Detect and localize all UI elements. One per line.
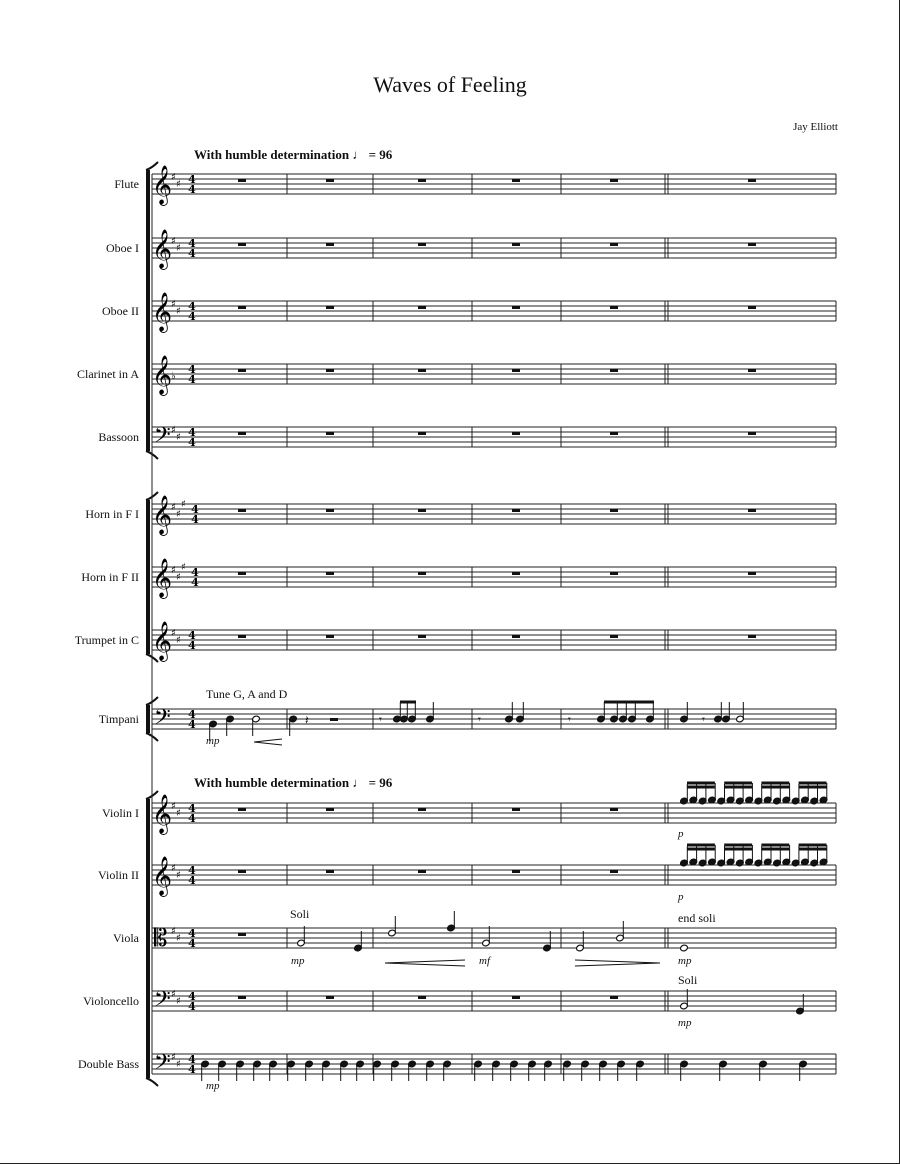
whole-rest xyxy=(238,306,246,309)
label-flute: Flute xyxy=(114,177,139,191)
treble-clef-icon: 𝄞 xyxy=(152,229,173,269)
whole-rest xyxy=(326,306,334,309)
time-signature-denominator: 4 xyxy=(188,247,196,260)
treble-clef-icon: 𝄞 xyxy=(152,558,173,598)
whole-rest xyxy=(418,996,426,999)
eighth-rest-icon: 𝄾 xyxy=(379,714,382,726)
dynamic-mp-viola: mp xyxy=(291,955,305,967)
time-signature-numerator: 4 xyxy=(188,927,196,940)
quarter-rest-icon: 𝄽 xyxy=(305,713,309,727)
whole-rest xyxy=(418,432,426,435)
dynamic-mp-cello: mp xyxy=(678,1017,692,1029)
half-rest xyxy=(330,718,338,721)
sharp-icon: ♯ xyxy=(176,509,181,520)
sharp-icon: ♯ xyxy=(176,572,181,583)
whole-rest xyxy=(238,369,246,372)
whole-rest xyxy=(418,635,426,638)
whole-rest xyxy=(610,870,618,873)
whole-rest xyxy=(748,243,756,246)
sharp-icon: ♯ xyxy=(171,926,176,937)
tempo-text: With humble determination xyxy=(194,147,350,162)
time-signature-denominator: 4 xyxy=(188,812,196,825)
sharp-icon: ♯ xyxy=(181,562,186,573)
whole-rest xyxy=(418,870,426,873)
time-signature-denominator: 4 xyxy=(188,1000,196,1013)
sharp-icon: ♯ xyxy=(171,1052,176,1063)
sharp-icon: ♯ xyxy=(171,801,176,812)
cello-soli-text: Soli xyxy=(678,973,698,987)
sharp-icon: ♯ xyxy=(171,172,176,183)
time-signature-denominator: 4 xyxy=(191,513,199,526)
diminuendo-hairpin xyxy=(575,960,660,966)
whole-rest xyxy=(748,635,756,638)
sharp-icon: ♯ xyxy=(176,1059,181,1070)
whole-rest xyxy=(512,996,520,999)
sharp-icon: ♯ xyxy=(171,299,176,310)
bass-clef-icon: 𝄢 xyxy=(154,987,171,1017)
dynamic-mf-viola: mf xyxy=(479,955,490,967)
whole-rest xyxy=(748,179,756,182)
whole-rest xyxy=(512,870,520,873)
whole-rest xyxy=(238,509,246,512)
whole-rest xyxy=(418,369,426,372)
whole-rest xyxy=(238,572,246,575)
sharp-icon: ♯ xyxy=(176,933,181,944)
whole-rest xyxy=(326,808,334,811)
tempo-text: With humble determination xyxy=(194,775,350,790)
time-signature-denominator: 4 xyxy=(191,576,199,589)
time-signature-numerator: 4 xyxy=(191,566,199,579)
sharp-icon: ♯ xyxy=(171,628,176,639)
whole-rest xyxy=(418,179,426,182)
alto-clef-icon: 𝄡 xyxy=(154,924,168,952)
time-signature-numerator: 4 xyxy=(191,503,199,516)
timpani-tuning-text: Tune G, A and D xyxy=(206,687,288,701)
time-signature-numerator: 4 xyxy=(188,300,196,313)
whole-rest xyxy=(748,306,756,309)
tempo-value: = 96 xyxy=(368,147,393,162)
eighth-rest-icon: 𝄾 xyxy=(478,714,481,726)
viola-end-soli-text: end soli xyxy=(678,911,716,925)
whole-rest xyxy=(418,243,426,246)
treble-clef-icon: 𝄞 xyxy=(152,794,173,834)
whole-rest xyxy=(610,432,618,435)
viola-whole-note xyxy=(680,944,689,952)
whole-rest xyxy=(326,870,334,873)
label-timpani: Timpani xyxy=(98,712,139,726)
time-signature-denominator: 4 xyxy=(188,310,196,323)
dynamic-p-violin-2: p xyxy=(678,891,684,903)
sharp-icon: ♯ xyxy=(176,179,181,190)
whole-rest xyxy=(512,509,520,512)
composer-name: Jay Elliott xyxy=(793,121,838,133)
piece-title: Waves of Feeling xyxy=(373,72,527,97)
crescendo-hairpin xyxy=(385,960,465,966)
whole-rest xyxy=(326,996,334,999)
quarter-note-icon: ♩ xyxy=(352,775,366,790)
group-bracket xyxy=(146,705,150,733)
whole-rest xyxy=(418,808,426,811)
whole-rest xyxy=(610,808,618,811)
sharp-icon: ♯ xyxy=(176,870,181,881)
label-horn-2: Horn in F II xyxy=(81,570,139,584)
sharp-icon: ♯ xyxy=(171,502,176,513)
whole-rest xyxy=(610,306,618,309)
whole-rest xyxy=(512,808,520,811)
treble-clef-icon: 𝄞 xyxy=(152,856,173,896)
time-signature-denominator: 4 xyxy=(188,436,196,449)
time-signature-denominator: 4 xyxy=(188,183,196,196)
whole-rest xyxy=(748,572,756,575)
whole-rest xyxy=(326,509,334,512)
sharp-icon: ♯ xyxy=(171,425,176,436)
label-oboe-1: Oboe I xyxy=(106,241,139,255)
whole-rest xyxy=(326,432,334,435)
bass-clef-icon: 𝄢 xyxy=(154,705,171,735)
dynamic-mp-bass: mp xyxy=(206,1080,220,1092)
flat-icon: ♭ xyxy=(171,371,176,382)
whole-rest xyxy=(610,509,618,512)
whole-rest xyxy=(610,369,618,372)
time-signature-denominator: 4 xyxy=(188,874,196,887)
time-signature-numerator: 4 xyxy=(188,426,196,439)
treble-clef-icon: 𝄞 xyxy=(152,495,173,535)
sharp-icon: ♯ xyxy=(171,565,176,576)
whole-rest xyxy=(418,572,426,575)
whole-rest xyxy=(238,808,246,811)
time-signature-numerator: 4 xyxy=(188,363,196,376)
sharp-icon: ♯ xyxy=(176,306,181,317)
quarter-note-icon: ♩ xyxy=(352,147,366,162)
whole-rest xyxy=(326,369,334,372)
sharp-icon: ♯ xyxy=(176,635,181,646)
sharp-icon: ♯ xyxy=(171,863,176,874)
whole-rest xyxy=(512,306,520,309)
whole-rest xyxy=(610,572,618,575)
label-oboe-2: Oboe II xyxy=(102,304,139,318)
sharp-icon: ♯ xyxy=(181,499,186,510)
time-signature-numerator: 4 xyxy=(188,802,196,815)
label-cello: Violoncello xyxy=(83,994,139,1008)
whole-rest xyxy=(512,243,520,246)
whole-rest xyxy=(512,635,520,638)
tempo-value: = 96 xyxy=(368,775,393,790)
whole-rest xyxy=(238,432,246,435)
whole-rest xyxy=(238,996,246,999)
whole-rest xyxy=(610,179,618,182)
whole-rest xyxy=(610,243,618,246)
whole-rest xyxy=(238,870,246,873)
time-signature-denominator: 4 xyxy=(188,1063,196,1076)
time-signature-numerator: 4 xyxy=(188,173,196,186)
bass-clef-icon: 𝄢 xyxy=(154,1050,171,1080)
time-signature-denominator: 4 xyxy=(188,373,196,386)
dynamic-mp-timpani: mp xyxy=(206,735,220,747)
group-bracket xyxy=(146,170,150,451)
label-double-bass: Double Bass xyxy=(78,1057,139,1071)
sharp-icon: ♯ xyxy=(176,432,181,443)
dynamic-p-violin-1: p xyxy=(678,828,684,840)
time-signature-denominator: 4 xyxy=(188,937,196,950)
treble-clef-icon: 𝄞 xyxy=(152,292,173,332)
label-bassoon: Bassoon xyxy=(98,430,139,444)
time-signature-numerator: 4 xyxy=(188,990,196,1003)
whole-rest xyxy=(610,996,618,999)
crescendo-hairpin xyxy=(254,739,282,745)
label-violin-1: Violin I xyxy=(102,806,139,820)
viola-soli-text: Soli xyxy=(290,907,310,921)
whole-rest xyxy=(512,369,520,372)
whole-rest xyxy=(326,243,334,246)
time-signature-numerator: 4 xyxy=(188,629,196,642)
sharp-icon: ♯ xyxy=(171,236,176,247)
whole-rest xyxy=(238,635,246,638)
label-horn-1: Horn in F I xyxy=(85,507,139,521)
time-signature-numerator: 4 xyxy=(188,864,196,877)
whole-rest xyxy=(326,572,334,575)
whole-rest xyxy=(512,432,520,435)
time-signature-numerator: 4 xyxy=(188,237,196,250)
time-signature-denominator: 4 xyxy=(188,639,196,652)
whole-rest xyxy=(512,179,520,182)
whole-rest xyxy=(238,933,246,936)
whole-rest xyxy=(238,243,246,246)
label-viola: Viola xyxy=(113,931,139,945)
label-trumpet: Trumpet in C xyxy=(74,633,139,647)
whole-rest xyxy=(418,509,426,512)
time-signature-denominator: 4 xyxy=(188,718,196,731)
whole-rest xyxy=(326,635,334,638)
whole-rest xyxy=(610,635,618,638)
whole-rest xyxy=(748,432,756,435)
sharp-icon: ♯ xyxy=(176,243,181,254)
time-signature-numerator: 4 xyxy=(188,708,196,721)
treble-clef-icon: 𝄞 xyxy=(152,165,173,205)
sharp-icon: ♯ xyxy=(176,808,181,819)
bass-clef-icon: 𝄢 xyxy=(154,423,171,453)
dynamic-mp-viola-end: mp xyxy=(678,955,692,967)
whole-rest xyxy=(748,509,756,512)
treble-clef-icon: 𝄞 xyxy=(152,621,173,661)
eighth-rest-icon: 𝄾 xyxy=(702,714,705,726)
label-clarinet: Clarinet in A xyxy=(77,367,139,381)
sharp-icon: ♯ xyxy=(176,996,181,1007)
time-signature-numerator: 4 xyxy=(188,1053,196,1066)
whole-rest xyxy=(238,179,246,182)
whole-rest xyxy=(326,179,334,182)
group-bracket xyxy=(146,500,150,654)
eighth-rest-icon: 𝄾 xyxy=(568,714,571,726)
treble-clef-icon: 𝄞 xyxy=(152,355,173,395)
whole-rest xyxy=(748,369,756,372)
whole-rest xyxy=(418,306,426,309)
whole-rest xyxy=(512,572,520,575)
group-bracket xyxy=(146,799,150,1078)
sharp-icon: ♯ xyxy=(171,989,176,1000)
label-violin-2: Violin II xyxy=(98,868,139,882)
